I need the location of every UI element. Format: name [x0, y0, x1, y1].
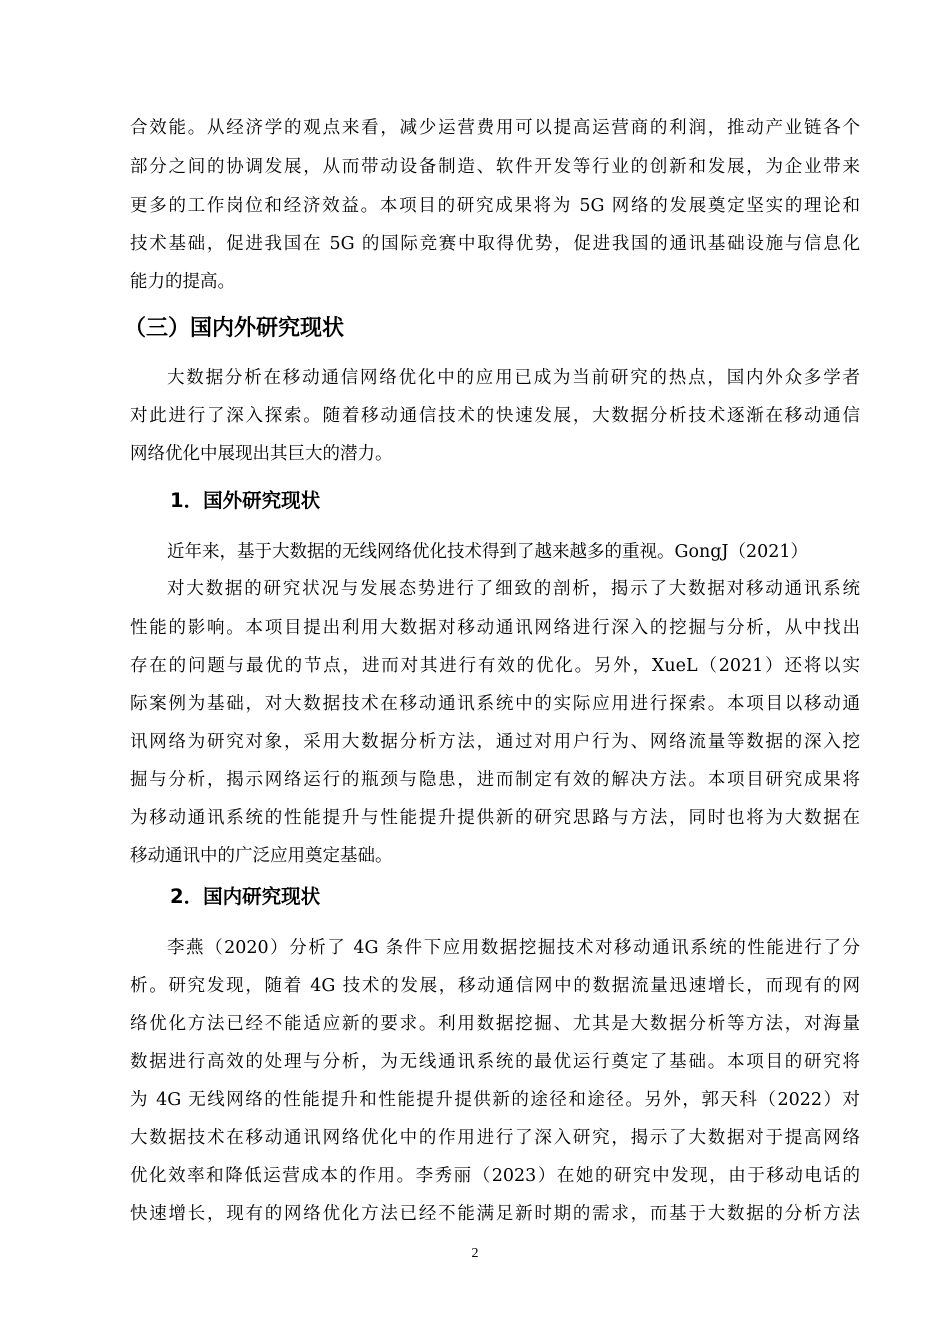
- intro-line-5: 能力的提高。: [130, 272, 235, 292]
- domestic-line-8: 快速增长，现有的网络优化方法已经不能满足新时期的需求，而基于大数据的分析方法: [130, 1204, 860, 1224]
- intro-line-1: 合效能。从经济学的观点来看，减少运营费用可以提高运营商的利润，推动产业链各个: [130, 118, 860, 138]
- section-line-2: 对此进行了深入探索。随着移动通信技术的快速发展，大数据分析技术逐渐在移动通信: [130, 406, 860, 426]
- foreign-line-9: 移动通讯中的广泛应用奠定基础。: [130, 846, 393, 866]
- intro-line-2: 部分之间的协调发展，从而带动设备制造、软件开发等行业的创新和发展，为企业带来: [130, 157, 860, 177]
- domestic-line-1: 李燕（2020）分析了 4G 条件下应用数据挖掘技术对移动通讯系统的性能进行了分: [167, 938, 860, 958]
- domestic-line-5: 为 4G 无线网络的性能提升和性能提升提供新的途径和途径。另外，郭天科（2022）对: [130, 1090, 860, 1110]
- page-number: 2: [471, 1246, 479, 1261]
- foreign-line-6: 讯网络为研究对象，采用大数据分析方法，通过对用户行为、网络流量等数据的深入挖: [130, 732, 860, 752]
- section-line-3: 网络优化中展现出其巨大的潜力。: [130, 444, 393, 464]
- foreign-line-2: 对大数据的研究状况与发展态势进行了细致的剖析，揭示了大数据对移动通讯系统: [167, 579, 860, 599]
- foreign-line-1: 近年来，基于大数据的无线网络优化技术得到了越来越多的重视。GongJ（2021）: [167, 542, 809, 562]
- section-line-1: 大数据分析在移动通信网络优化中的应用已成为当前研究的热点，国内外众多学者: [167, 368, 860, 388]
- section-heading: （三）国内外研究现状: [124, 316, 345, 341]
- domestic-line-3: 络优化方法已经不能适应新的要求。利用数据挖掘、尤其是大数据分析等方法，对海量: [130, 1014, 860, 1034]
- domestic-line-4: 数据进行高效的处理与分析，为无线通讯系统的最优运行奠定了基础。本项目的研究将: [130, 1052, 860, 1072]
- subsection-heading-domestic: 2．国内研究现状: [170, 885, 321, 908]
- domestic-line-6: 大数据技术在移动通讯网络优化中的作用进行了深入研究，揭示了大数据对于提高网络: [130, 1128, 860, 1148]
- foreign-line-3: 性能的影响。本项目提出利用大数据对移动通讯网络进行深入的挖掘与分析，从中找出: [130, 618, 860, 638]
- foreign-line-8: 为移动通讯系统的性能提升与性能提升提供新的研究思路与方法，同时也将为大数据在: [130, 808, 860, 828]
- subsection-heading-foreign: 1．国外研究现状: [170, 489, 321, 512]
- intro-line-4: 技术基础，促进我国在 5G 的国际竞赛中取得优势，促进我国的通讯基础设施与信息化: [130, 234, 860, 254]
- domestic-line-2: 析。研究发现，随着 4G 技术的发展，移动通信网中的数据流量迅速增长，而现有的网: [130, 976, 860, 996]
- foreign-line-4: 存在的问题与最优的节点，进而对其进行有效的优化。另外，XueL（2021）还将以实: [130, 656, 860, 676]
- intro-line-3: 更多的工作岗位和经济效益。本项目的研究成果将为 5G 网络的发展奠定坚实的理论和: [130, 196, 860, 216]
- foreign-line-5: 际案例为基础，对大数据技术在移动通讯系统中的实际应用进行探索。本项目以移动通: [130, 694, 860, 714]
- domestic-line-7: 优化效率和降低运营成本的作用。李秀丽（2023）在她的研究中发现，由于移动电话的: [130, 1166, 860, 1186]
- foreign-line-7: 掘与分析，揭示网络运行的瓶颈与隐患，进而制定有效的解决方法。本项目研究成果将: [130, 770, 860, 790]
